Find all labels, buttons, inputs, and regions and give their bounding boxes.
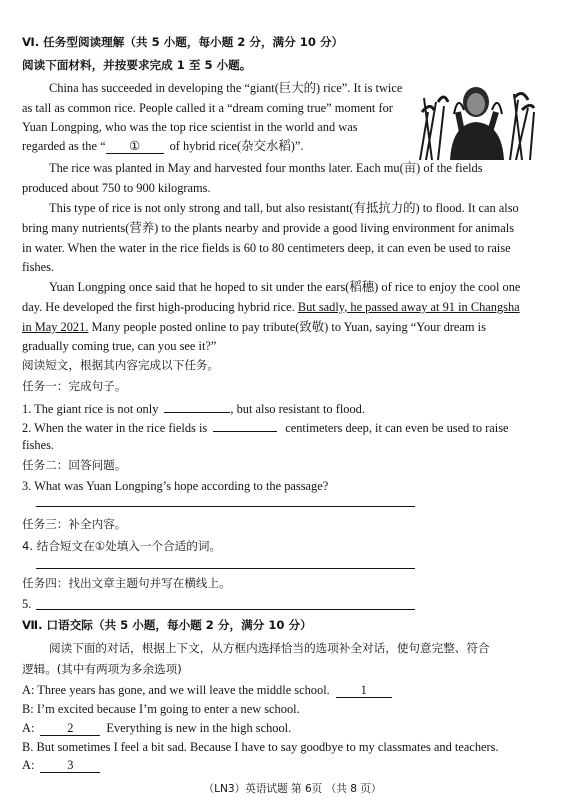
passage-p1-line-4-end: of hybrid rice(杂交水稻)”. <box>169 139 304 153</box>
dialogue-blank-3[interactable]: 3 <box>40 759 100 773</box>
passage-p3-line-1: This type of rice is not only strong and tall, but also resistant(有抵抗力的) to flood. It can also <box>49 201 519 215</box>
dialogue-line-3 <box>22 720 291 737</box>
page-footer: （LN3）英语试题 第 6页 （共 8 页） <box>203 783 382 795</box>
question-2-start: 2. When the water in the rice fields is <box>22 421 208 435</box>
topic-sentence-part-1: But sadly, he passed away at 91 in Changsha <box>297 300 520 314</box>
dialogue-text: But sometimes I feel a bit sad. Because I have to say goodbye to my classmates and teachers. <box>36 740 499 754</box>
passage-p4-line-3-text: Many people posted online to pay tribute(致敬) to Yuan, saying “Your dream is <box>88 320 486 334</box>
section-7-instruction-line-2: 逻辑。(其中有两项为多余选项) <box>22 662 182 676</box>
task-3-label: 任务三：补全内容。 <box>22 517 127 531</box>
passage-p1-line-3: Yuan Longping, who was the top rice scientist in the world and was <box>22 120 358 134</box>
task-4-label: 任务四：找出文章主题句并写在横线上。 <box>22 576 231 590</box>
question-3: 3. What was Yuan Longping’s hope according to the passage? <box>22 479 329 493</box>
question-2 <box>22 418 509 437</box>
question-2-end: centimeters deep, it can even be used to raise <box>285 421 509 435</box>
passage-p1-line-4-start: regarded as the “ <box>22 139 106 153</box>
question-1 <box>22 399 365 418</box>
blank-circled-1[interactable]: ① <box>106 140 164 154</box>
question-4: 4. 结合短文在①处填入一个合适的词。 <box>22 539 222 553</box>
passage-p4-line-2-text: day. He developed the first high-producing hybrid rice. <box>22 300 298 314</box>
section-6-heading: Ⅵ. 任务型阅读理解（共 5 小题，每小题 2 分，满分 10 分） <box>22 35 344 49</box>
section-7-instruction-line-1: 阅读下面的对话，根据上下文，从方框内选择恰当的选项补全对话，使句意完整、符合 <box>49 641 490 655</box>
question-4-answer-line[interactable] <box>36 568 415 569</box>
task-2-label: 任务二：回答问题。 <box>22 458 127 472</box>
passage-p4-line-4: gradually coming true, can you see it?” <box>22 339 217 353</box>
passage-p2-line-1: The rice was planted in May and harvested four months later. Each mu(亩) of the fields <box>49 161 483 175</box>
passage-p1-line-2: as tall as common rice. People called it a “dream coming true” moment for <box>22 101 393 115</box>
section-6-instruction: 阅读下面材料，并按要求完成 1 至 5 小题。 <box>22 58 252 72</box>
dialogue-text: Three years has gone, and we will leave the middle school. <box>37 683 330 697</box>
passage-p1-line-4 <box>22 138 303 155</box>
dialogue-line-5 <box>22 757 100 774</box>
passage-p4-line-3 <box>22 319 486 336</box>
passage-p3-line-2: bring many nutrients(营养) to the plants nearby and provide a good living environment for animals <box>22 221 515 235</box>
dialogue-blank-2[interactable]: 2 <box>40 722 100 736</box>
tasks-instruction: 阅读短文，根据其内容完成以下任务。 <box>22 358 220 372</box>
dialogue-line-4 <box>22 739 499 756</box>
dialogue-text: I’m excited because I’m going to enter a new school. <box>36 702 300 716</box>
dialogue-text: Everything is new in the high school. <box>106 721 292 735</box>
question-2-blank[interactable] <box>213 418 277 432</box>
question-3-answer-line[interactable] <box>36 506 415 507</box>
yuan-longping-in-rice-field-photo <box>418 72 536 160</box>
question-1-blank[interactable] <box>164 399 230 413</box>
dialogue-line-1 <box>22 682 392 699</box>
passage-p1-line-1: China has succeeded in developing the “giant(巨大的) rice”. It is twice <box>49 81 403 95</box>
passage-p2-line-2: produced about 750 to 900 kilograms. <box>22 181 211 195</box>
passage-p3-line-4: fishes. <box>22 260 55 274</box>
section-7-heading: Ⅶ. 口语交际（共 5 小题，每小题 2 分，满分 10 分） <box>22 618 312 632</box>
passage-p3-line-3: in water. When the water in the rice fields is 60 to 80 centimeters deep, it can even be used to raise <box>22 241 511 255</box>
dialogue-speaker: B. <box>22 740 34 754</box>
passage-p4-line-2 <box>22 299 520 316</box>
question-1-end: , but also resistant to flood. <box>230 402 365 416</box>
passage-p4-line-1: Yuan Longping once said that he hoped to sit under the ears(稻穗) of rice to enjoy the cool one <box>49 280 521 294</box>
dialogue-line-2 <box>22 701 300 718</box>
question-1-start: 1. The giant rice is not only <box>22 402 159 416</box>
dialogue-speaker: A: <box>22 758 35 772</box>
dialogue-speaker: A: <box>22 683 35 697</box>
dialogue-speaker: B: <box>22 702 34 716</box>
task-1-label: 任务一：完成句子。 <box>22 379 127 393</box>
question-2-continued: fishes. <box>22 438 55 452</box>
dialogue-speaker: A: <box>22 721 35 735</box>
topic-sentence-part-2: in May 2021. <box>22 320 89 334</box>
question-5-number: 5. <box>22 597 32 611</box>
question-5-answer-line[interactable] <box>36 609 415 610</box>
dialogue-blank-1[interactable]: 1 <box>336 684 392 698</box>
